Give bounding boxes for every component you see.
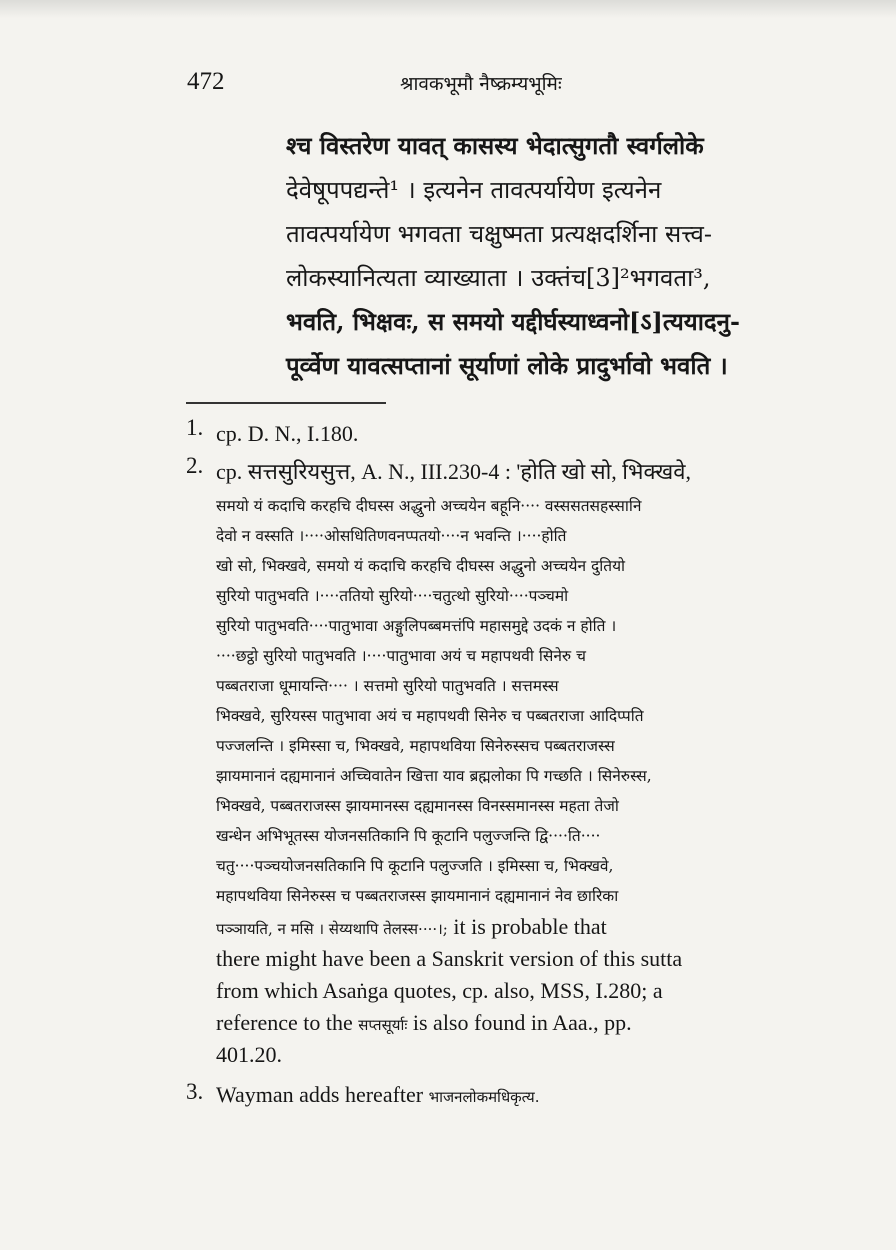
footnote-line — [216, 911, 786, 943]
pali-quote-line: झायमानानं दह्यमानानं अच्चिवातेन खित्ता याव ब्रह्मलोका पि गच्छति । सिनेरुस्स, — [216, 767, 652, 785]
main-text-line: श्च विस्तरेण यावत् कासस्य भेदात्सुगतौ स्वर्गलोके — [286, 131, 704, 160]
sanskrit-term: सप्तसूर्याः — [358, 1016, 408, 1034]
pali-quote-line: देवो न वस्सति ।····ओसधितिणवनप्पतयो····न भवन्ति ।····होति — [216, 527, 567, 545]
pali-quote-line: चतु····पञ्चयोजनसतिकानि पि कूटानि पलुज्जति । इमिस्सा च, भिक्खवे, — [216, 857, 614, 875]
pali-quote-line: पज्जलन्ति । इमिस्सा च, भिक्खवे, महापथविया सिनेरुस्सच पब्बतराजस्स — [216, 737, 615, 755]
pali-quote-end: पञ्ञायति, न मसि । सेय्यथापि तेलस्स····।; — [216, 920, 448, 938]
footnote-line: cp. सत्तसुरियसुत्त, A. N., III.230-4 : 'होति खो सो, भिक्खवे, — [216, 459, 692, 484]
pali-quote-line: सुरियो पातुभवति ।····ततियो सुरियो····चतुत्थो सुरियो····पञ्चमो — [216, 587, 569, 605]
english-comment: it is probable that — [453, 914, 607, 939]
running-title: श्रावकभूमौ नैष्क्रम्यभूमिः — [400, 73, 562, 95]
page-number: 472 — [187, 68, 225, 95]
pali-quote-line: सुरियो पातुभवति····पातुभावा अङ्गुलिपब्बमत्तंपि महासमुद्दे उदकं न होति । — [216, 617, 617, 635]
footnote-line: there might have been a Sanskrit version of this sutta — [216, 946, 683, 971]
main-text-line: तावत्पर्यायेण भगवता चक्षुष्मता प्रत्यक्षदर्शिना सत्त्व- — [286, 220, 712, 248]
pali-quote-line: पब्बतराजा धूमायन्ति···· । सत्तमो सुरियो पातुभवति । सत्तमस्स — [216, 677, 559, 695]
footnote-separator — [186, 402, 386, 404]
footnote-number: 1. — [186, 415, 204, 440]
footnote-2 — [186, 453, 786, 1071]
pali-quote-line: भिक्खवे, पब्बतराजस्स झायमानस्स दह्यमानस्स विनस्समानस्स महता तेजो — [216, 797, 619, 815]
main-text-line: लोकस्यानित्यता व्याख्याता । उक्तंच[3]²भगवता³, — [286, 264, 711, 292]
pali-quote-line: समयो यं कदाचि करहचि दीघस्स अद्धुनो अच्चयेन बहूनि···· वस्ससतसहस्सानि — [216, 497, 642, 515]
pali-quote-line: खो सो, भिक्खवे, समयो यं कदाचि करहचि दीघस्स अद्धुनो अच्चयेन दुतियो — [216, 557, 626, 575]
sanskrit-term: भाजनलोकमधिकृत्य. — [428, 1088, 540, 1106]
ref-text: is also found in Aaa., pp. — [412, 1010, 632, 1035]
footnote-1 — [186, 415, 786, 453]
main-text-line: भवति, भिक्षवः, स समयो यद्दीर्घस्याध्वनो[ऽ]त्ययादनु- — [286, 307, 740, 336]
footnote-line — [216, 1079, 786, 1111]
footnote-line: cp. D. N., I.180. — [216, 421, 359, 446]
footnote-line: 401.20. — [216, 1042, 282, 1067]
footnotes — [186, 415, 786, 1111]
footnote-line — [216, 1007, 786, 1039]
pali-quote-line: भिक्खवे, सुरियस्स पातुभावा अयं च महापथवी सिनेरु च पब्बतराजा आदिप्पति — [216, 707, 644, 725]
ref-text: reference to the — [216, 1010, 353, 1035]
pali-quote-line: खन्धेन अभिभूतस्स योजनसतिकानि पि कूटानि पलुज्जन्ति द्वि····ति···· — [216, 827, 601, 845]
main-text-line: देवेषूपपद्यन्ते¹ । इत्यनेन तावत्पर्यायेण इत्यनेन — [286, 176, 662, 204]
main-text-line: पूर्व्वेण यावत्सप्तानां सूर्याणां लोके प्रादुर्भावो भवति । — [286, 351, 728, 380]
main-sanskrit-text — [286, 124, 796, 388]
footnote-english: Wayman adds hereafter — [216, 1082, 424, 1107]
pali-quote-line: ····छट्ठो सुरियो पातुभवति ।····पातुभावा अयं च महापथवी सिनेरु च — [216, 647, 586, 665]
page-top-edge — [0, 0, 896, 18]
footnote-number: 3. — [186, 1079, 204, 1104]
footnote-3 — [186, 1079, 786, 1111]
footnote-number: 2. — [186, 453, 204, 478]
pali-quote-line: महापथविया सिनेरुस्स च पब्बतराजस्स झायमानानं दह्यमानानं नेव छारिका — [216, 887, 619, 905]
footnote-line: from which Asaṅga quotes, cp. also, MSS, I.280; a — [216, 978, 663, 1003]
